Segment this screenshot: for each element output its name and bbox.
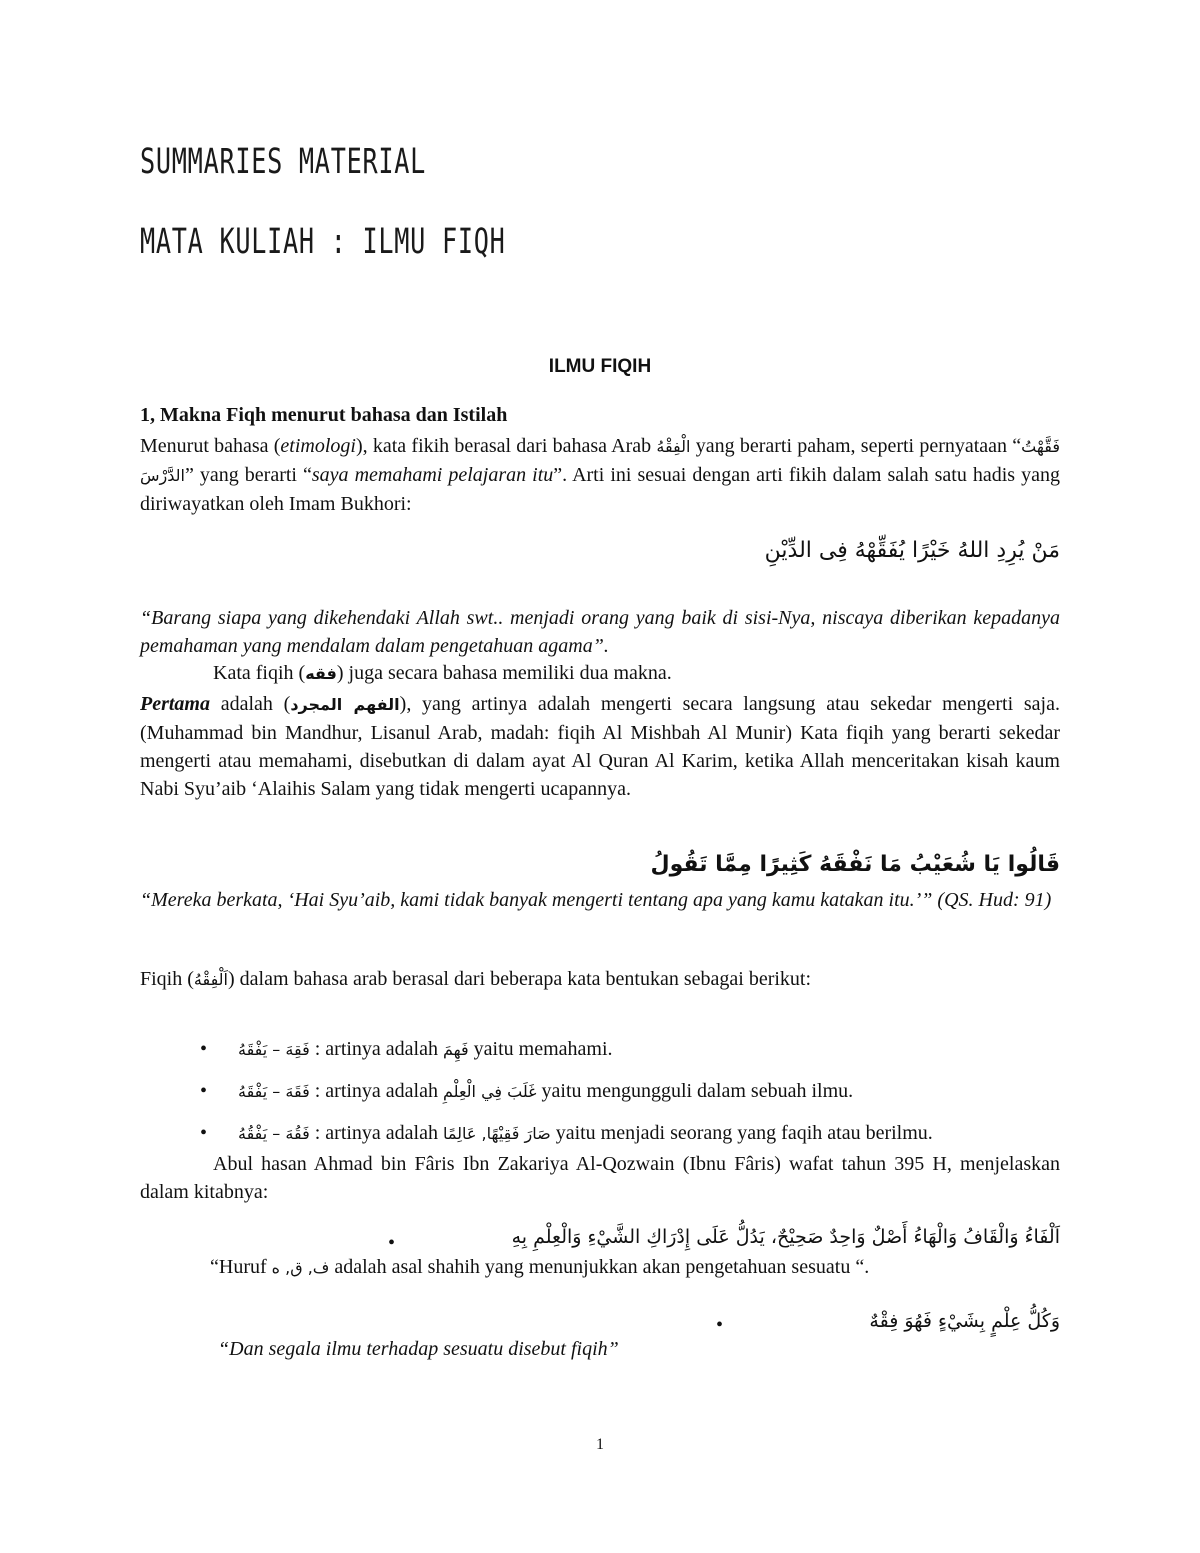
quote-translation-2: “Dan segala ilmu terhadap sesuatu disebut fiqih” bbox=[218, 1338, 619, 1360]
page-number: 1 bbox=[596, 1436, 604, 1453]
document-page: SUMMARIES MATERIAL MATA KULIAH : ILMU FIQH ILMU FIQIH 1, Makna Fiqh menurut bahasa dan Istilah Menurut bahasa (etimologi), kata fikih berasal dari bahasa Arab الْفِقْهُ yang berarti paham, seperti pernyataan “فَقَّهْتُ الدَّرْسَ” yang berarti “saya memahami pelajaran itu”. Arti ini sesuai dengan arti fikih dalam salah satu hadis yang diriwayatkan oleh Imam Bukhori: مَنْ يُرِدِ اللهُ خَيْرًا يُفَقِّهْهُ فِى الدِّيْنِ “Barang siapa yang dikehendaki Allah swt.. menjadi orang yang baik di sisi-Nya, niscaya diberikan kepadanya pemahaman yang mendalam dalam pengetahuan agama”. Kata fiqih (فقه) juga secara bahasa memiliki dua makna. Pertama adalah (الفهم المجرد), yang artinya adalah mengerti secara langsung atau sekedar mengerti saja. (Muhammad bin Mandhur, Lisanul Arab, madah: fiqih Al Mishbah Al Munir) Kata fiqih yang berarti sekedar mengerti atau memahami, disebutkan di dalam ayat Al Quran Al Karim, ketika Allah menceritakan kisah kaum Nabi Syu’aib ‘Alaihis Salam yang tidak mengerti ucapannya. قَالُوا يَا شُعَيْبُ مَا نَفْقَهُ كَثِيرًا مِمَّا تَقُولُ “Mereka berkata, ‘Hai Syu’aib, kami tidak banyak mengerti tentang apa yang kamu katakan itu.’” (QS. Hud: 91) Fiqih (اَلْفِقْهُ) dalam bahasa arab berasal dari beberapa kata bentukan sebagai berikut: • فَقِهَ – يَفْقَهُ : artinya adalah فَهِمَ yaitu memahami. • فَقَهَ – يَفْقَهُ : artinya adalah غَلَبَ فِي الْعِلْمِ yaitu mengungguli dalam sebuah ilmu. • فَقُهَ – يَفْقُهُ : artinya adalah صَارَ فَقِيْهًا, عَالِمًا yaitu menjadi seorang yang faqih atau berilmu. Abul hasan Ahmad bin Fâris Ibn Zakariya Al-Qozwain (Ibnu Fâris) wafat tahun 395 H, menjelaskan dalam kitabnya: • اَلْفَاءُ وَالْقَافُ وَالْهَاءُ أَصْلٌ وَاحِدٌ صَحِيْحٌ، يَدُلُّ عَلَى إِدْرَاكِ الشَّيْءِ وَالْعِلْمِ بِهِ “Huruf ف, ق, ه adalah asal shahih yang menunjukkan akan pengetahuan sesuatu “. • وَكُلُّ عِلْمٍ بِشَيْءٍ فَهُوَ فِقْهٌ “Dan segala ilmu terhadap sesuatu disebut fiqih” 1 bbox=[0, 0, 1200, 1553]
subsection-heading: 1, Makna Fiqh menurut bahasa dan Istilah bbox=[140, 404, 508, 426]
bullet-icon: • bbox=[388, 1232, 396, 1254]
document-title: SUMMARIES MATERIAL bbox=[140, 142, 427, 182]
section-title: ILMU FIQIH bbox=[548, 356, 652, 377]
course-subtitle: MATA KULIAH : ILMU FIQH bbox=[140, 222, 506, 262]
bullet-icon: • bbox=[200, 1080, 208, 1102]
bullet-icon: • bbox=[200, 1122, 208, 1144]
paragraph-derivations: Fiqih (اَلْفِقْهُ) dalam bahasa arab berasal dari beberapa kata bentukan sebagai berikut: bbox=[140, 968, 812, 990]
verse-translation: “Mereka berkata, ‘Hai Syu’aib, kami tidak banyak mengerti tentang apa yang kamu katakan itu.’” (QS. Hud: 91) bbox=[140, 889, 1052, 911]
hadith-translation: “Barang siapa yang dikehendaki Allah swt.. menjadi orang yang baik di sisi-Nya, niscaya diberikan kepadanya pemahaman yang mendalam dalam pengetahuan agama”. bbox=[140, 607, 1060, 657]
paragraph-etymology: Menurut bahasa (etimologi), kata fikih berasal dari bahasa Arab الْفِقْهُ yang berarti paham, seperti pernyataan “فَقَّهْتُ الدَّرْسَ” yang berarti “saya memahami pelajaran itu”. Arti ini sesuai dengan arti fikih dalam salah satu hadis yang diriwayatkan oleh Imam Bukhori: bbox=[140, 435, 1060, 515]
hadith-arabic: مَنْ يُرِدِ اللهُ خَيْرًا يُفَقِّهْهُ فِى الدِّيْنِ bbox=[764, 538, 1060, 563]
paragraph-two-meanings: Kata fiqih (فقه) juga secara bahasa memiliki dua makna. bbox=[213, 662, 672, 684]
bullet-icon: • bbox=[200, 1038, 208, 1060]
quote-translation-1: “Huruf ف, ق, ه adalah asal shahih yang menunjukkan akan pengetahuan sesuatu “. bbox=[210, 1256, 870, 1278]
paragraph-first-meaning: Pertama adalah (الفهم المجرد), yang artinya adalah mengerti secara langsung atau sekedar mengerti saja. (Muhammad bin Mandhur, Lisanul Arab, madah: fiqih Al Mishbah Al Munir) Kata fiqih yang berarti sekedar mengerti atau memahami, disebutkan di dalam ayat Al Quran Al Karim, ketika Allah menceritakan kisah kaum Nabi Syu’aib ‘Alaihis Salam yang tidak mengerti ucapannya. bbox=[140, 693, 1060, 800]
paragraph-ibnu-faris: Abul hasan Ahmad bin Fâris Ibn Zakariya Al-Qozwain (Ibnu Fâris) wafat tahun 395 H, menjelaskan dalam kitabnya: bbox=[140, 1153, 1060, 1203]
quote-arabic-1: اَلْفَاءُ وَالْقَافُ وَالْهَاءُ أَصْلٌ وَاحِدٌ صَحِيْحٌ، يَدُلُّ عَلَى إِدْرَاكِ الشَّيْءِ وَالْعِلْمِ بِهِ bbox=[511, 1226, 1060, 1248]
verse-arabic: قَالُوا يَا شُعَيْبُ مَا نَفْقَهُ كَثِيرًا مِمَّا تَقُولُ bbox=[650, 852, 1060, 877]
quote-arabic-2: وَكُلُّ عِلْمٍ بِشَيْءٍ فَهُوَ فِقْهٌ bbox=[869, 1310, 1060, 1332]
bullet-icon: • bbox=[716, 1314, 724, 1336]
